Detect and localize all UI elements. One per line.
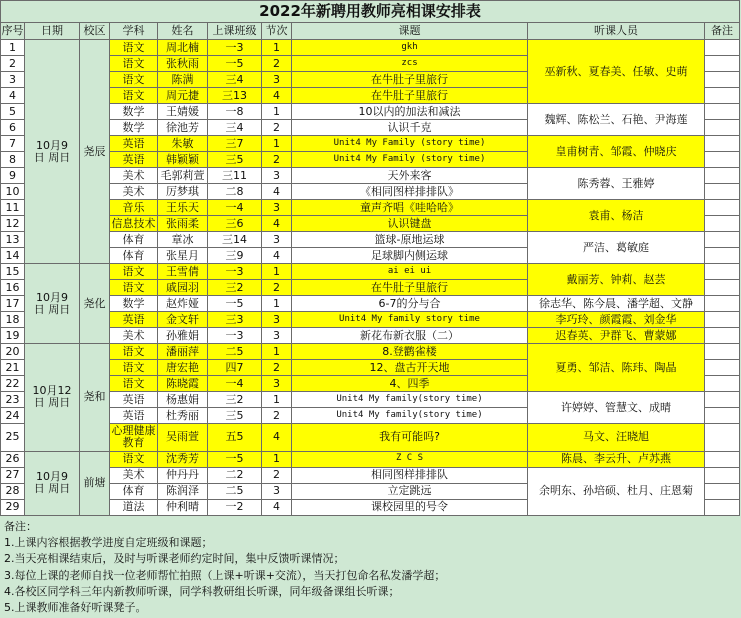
teacher-name-cell: 徐池芳 (158, 120, 208, 136)
subject-cell: 语文 (110, 344, 158, 360)
topic-cell: Unit4 My Family (story time) (292, 136, 528, 152)
remarks-cell (705, 56, 740, 72)
header-row (1, 23, 740, 40)
remarks-cell (705, 248, 740, 264)
subject-cell: 语文 (110, 376, 158, 392)
remarks-cell (705, 296, 740, 312)
subject-cell: 道法 (110, 499, 158, 515)
remarks-cell (705, 344, 740, 360)
row-number-cell: 16 (1, 280, 25, 296)
column-header-campus: 校区 (80, 23, 110, 40)
listeners-cell: 余明东、孙培硕、杜月、庄恩菊 (528, 467, 705, 515)
table-row (1, 296, 740, 312)
note-item: 1.上课内容根据教学进度自定班级和课题； (4, 536, 213, 550)
table-row (1, 168, 740, 184)
remarks-cell (705, 328, 740, 344)
note-item: 4.各校区同学科三年内新教师听课，同学科教研组长听课，同年级备课组长听课； (4, 584, 400, 598)
listeners-cell: 李巧玲、颜霞霞、刘金华 (528, 312, 705, 328)
listeners-cell: 巫新秋、夏春美、任敏、史萌 (528, 40, 705, 104)
remarks-cell (705, 451, 740, 467)
period-cell: 1 (262, 451, 292, 467)
subject-cell: 数学 (110, 296, 158, 312)
class-cell: 三5 (208, 408, 262, 424)
class-cell: 五5 (208, 424, 262, 452)
topic-cell: 在牛肚子里旅行 (292, 280, 528, 296)
title-row (1, 1, 740, 23)
subject-cell: 语文 (110, 40, 158, 56)
class-cell: 一3 (208, 264, 262, 280)
topic-cell: 足球脚内侧运球 (292, 248, 528, 264)
class-cell: 二5 (208, 344, 262, 360)
table-row (1, 328, 740, 344)
remarks-cell (705, 264, 740, 280)
row-number-cell: 27 (1, 467, 25, 483)
subject-cell: 数学 (110, 120, 158, 136)
subject-cell: 信息技术 (110, 216, 158, 232)
row-number-cell: 7 (1, 136, 25, 152)
remarks-cell (705, 376, 740, 392)
listeners-cell: 皇甫树青、邹霞、仲晓庆 (528, 136, 705, 168)
class-cell: 四7 (208, 360, 262, 376)
topic-cell: 6-7的分与合 (292, 296, 528, 312)
class-cell: 一5 (208, 56, 262, 72)
period-cell: 3 (262, 328, 292, 344)
subject-cell: 心理健康教育 (111, 424, 156, 450)
period-cell: 4 (262, 248, 292, 264)
class-cell: 一5 (208, 451, 262, 467)
row-number-cell: 14 (1, 248, 25, 264)
remarks-cell (705, 88, 740, 104)
remarks-cell (705, 408, 740, 424)
column-header-subject: 学科 (110, 23, 158, 40)
class-cell: 一5 (208, 296, 262, 312)
row-number-cell: 17 (1, 296, 25, 312)
row-number-cell: 3 (1, 72, 25, 88)
remarks-cell (705, 216, 740, 232)
teacher-name-cell: 唐宏艳 (158, 360, 208, 376)
period-cell: 2 (262, 56, 292, 72)
subject-cell: 语文 (110, 451, 158, 467)
teacher-name-cell: 章冰 (158, 232, 208, 248)
period-cell: 1 (262, 40, 292, 56)
period-cell: 1 (262, 136, 292, 152)
teacher-name-cell: 仲丹丹 (158, 467, 208, 483)
page-title: 2022年新聘用教师亮相课安排表 (1, 1, 740, 23)
remarks-cell (705, 152, 740, 168)
notes-heading: 备注： (4, 520, 37, 533)
period-cell: 2 (262, 280, 292, 296)
date-cell: 10月12日 周日 (25, 344, 80, 452)
topic-cell: zcs (292, 56, 528, 72)
teacher-name-cell: 王乐天 (158, 200, 208, 216)
class-cell: 三5 (208, 152, 262, 168)
class-cell: 三4 (208, 120, 262, 136)
subject-cell: 语文 (110, 360, 158, 376)
note-item: 5.上课教师准备好听课凳子。 (4, 601, 147, 615)
subject-cell: 语文 (110, 264, 158, 280)
topic-cell: Z C S (292, 451, 528, 467)
note-item: 3.每位上课的老师自找一位老师帮忙拍照（上课+听课+交流），当天打包命名私发潘学超； (4, 568, 446, 582)
column-header-name: 姓名 (158, 23, 208, 40)
topic-cell: 12、盘古开天地 (292, 360, 528, 376)
row-number-cell: 26 (1, 451, 25, 467)
subject-cell: 美术 (110, 328, 158, 344)
subject-cell: 数学 (110, 104, 158, 120)
campus-cell: 前塘 (80, 451, 110, 515)
listeners-cell: 徐志华、陈今晨、潘学超、文静 (528, 296, 705, 312)
subject-cell: 语文 (110, 56, 158, 72)
topic-cell: ai ei ui (292, 264, 528, 280)
remarks-cell (705, 499, 740, 515)
period-cell: 3 (262, 72, 292, 88)
teacher-name-cell: 王婧媛 (158, 104, 208, 120)
subject-cell: 英语 (110, 152, 158, 168)
period-cell: 4 (262, 184, 292, 200)
teacher-name-cell: 陈晓霞 (158, 376, 208, 392)
column-header-remarks: 备注 (705, 23, 740, 40)
date-cell: 10月9日 周日 (25, 40, 80, 264)
listeners-cell: 陈晨、李云升、卢苏燕 (528, 451, 705, 467)
row-number-cell: 4 (1, 88, 25, 104)
topic-cell: 课校园里的号令 (292, 499, 528, 515)
row-number-cell: 21 (1, 360, 25, 376)
remarks-cell (705, 483, 740, 499)
class-cell: 二5 (208, 483, 262, 499)
period-cell: 1 (262, 392, 292, 408)
period-cell: 2 (262, 360, 292, 376)
row-number-cell: 11 (1, 200, 25, 216)
row-number-cell: 25 (1, 424, 25, 452)
period-cell: 2 (262, 120, 292, 136)
teacher-name-cell: 王雪倩 (158, 264, 208, 280)
class-cell: 一2 (208, 499, 262, 515)
teacher-name-cell: 戚园羽 (158, 280, 208, 296)
period-cell: 2 (262, 152, 292, 168)
remarks-cell (705, 200, 740, 216)
listeners-cell: 魏辉、陈松兰、石艳、尹海莲 (528, 104, 705, 136)
subject-cell: 英语 (110, 312, 158, 328)
remarks-cell (705, 392, 740, 408)
period-cell: 1 (262, 344, 292, 360)
topic-cell: Unit4 My family(story time) (292, 408, 528, 424)
row-number-cell: 29 (1, 499, 25, 515)
topic-cell: Unit4 My family(story time) (292, 392, 528, 408)
period-cell: 3 (262, 312, 292, 328)
topic-cell: Unit4 My family story time (292, 312, 528, 328)
campus-cell: 尧化 (80, 264, 110, 344)
remarks-cell (705, 72, 740, 88)
teacher-name-cell: 张秋雨 (158, 56, 208, 72)
table-row (1, 200, 740, 216)
class-cell: 三11 (208, 168, 262, 184)
subject-cell: 美术 (110, 168, 158, 184)
period-cell: 2 (262, 467, 292, 483)
remarks-cell (705, 40, 740, 56)
column-header-class: 上课班级 (208, 23, 262, 40)
period-cell: 4 (262, 88, 292, 104)
class-cell: 三6 (208, 216, 262, 232)
subject-cell: 音乐 (110, 200, 158, 216)
teacher-name-cell: 仲利晴 (158, 499, 208, 515)
subject-cell: 语文 (110, 88, 158, 104)
class-cell: 一3 (208, 328, 262, 344)
table-row (1, 264, 740, 280)
remarks-cell (705, 232, 740, 248)
period-cell: 1 (262, 104, 292, 120)
topic-cell: 天外来客 (292, 168, 528, 184)
teacher-name-cell: 杜秀丽 (158, 408, 208, 424)
period-cell: 3 (262, 376, 292, 392)
period-cell: 1 (262, 264, 292, 280)
listeners-cell: 戴丽芳、钟莉、赵芸 (528, 264, 705, 296)
topic-cell: 我有可能吗? (292, 424, 528, 452)
subject-cell: 英语 (110, 408, 158, 424)
class-cell: 三7 (208, 136, 262, 152)
row-number-cell: 1 (1, 40, 25, 56)
topic-cell: 10以内的加法和减法 (292, 104, 528, 120)
period-cell: 1 (262, 296, 292, 312)
row-number-cell: 23 (1, 392, 25, 408)
subject-cell: 语文 (110, 280, 158, 296)
table-row (1, 136, 740, 152)
column-header-no: 序号 (1, 23, 25, 40)
note-item: 2.当天亮相课结束后，及时与听课老师约定时间，集中反馈听课情况； (4, 552, 345, 566)
period-cell: 4 (262, 499, 292, 515)
topic-cell: 在牛肚子里旅行 (292, 72, 528, 88)
table-row (1, 451, 740, 467)
teacher-name-cell: 张雨柔 (158, 216, 208, 232)
table-row (1, 344, 740, 360)
notes-section (4, 519, 739, 616)
remarks-cell (705, 360, 740, 376)
remarks-cell (705, 424, 740, 452)
listeners-cell: 马文、汪晓旭 (528, 424, 705, 452)
remarks-cell (705, 312, 740, 328)
row-number-cell: 22 (1, 376, 25, 392)
teacher-name-cell: 厉梦琪 (158, 184, 208, 200)
class-cell: 一4 (208, 200, 262, 216)
listeners-cell: 袁甫、杨洁 (528, 200, 705, 232)
listeners-cell: 陈秀蓉、王雅婷 (528, 168, 705, 200)
period-cell: 3 (262, 483, 292, 499)
topic-cell: 《相同图样排排队》 (292, 184, 528, 200)
topic-cell: 认识键盘 (292, 216, 528, 232)
teacher-name-cell: 张星月 (158, 248, 208, 264)
remarks-cell (705, 184, 740, 200)
date-cell: 10月9日 周日 (25, 451, 80, 515)
teacher-name-cell: 沈秀芳 (158, 451, 208, 467)
period-cell: 4 (262, 216, 292, 232)
teacher-name-cell: 朱敏 (158, 136, 208, 152)
teacher-name-cell: 周元捷 (158, 88, 208, 104)
table-row (1, 40, 740, 56)
topic-cell: 认识千克 (292, 120, 528, 136)
listeners-cell: 夏勇、邹洁、陈玮、陶晶 (528, 344, 705, 392)
row-number-cell: 6 (1, 120, 25, 136)
row-number-cell: 18 (1, 312, 25, 328)
table-row (1, 232, 740, 248)
teacher-name-cell: 金文轩 (158, 312, 208, 328)
column-header-listeners: 听课人员 (528, 23, 705, 40)
subject-cell: 英语 (110, 136, 158, 152)
row-number-cell: 8 (1, 152, 25, 168)
subject-cell: 体育 (110, 483, 158, 499)
teacher-name-cell: 杨惠娟 (158, 392, 208, 408)
remarks-cell (705, 467, 740, 483)
class-cell: 三14 (208, 232, 262, 248)
topic-cell: gkh (292, 40, 528, 56)
subject-cell: 美术 (110, 184, 158, 200)
teacher-name-cell: 陈满 (158, 72, 208, 88)
topic-cell: 8.登鹳雀楼 (292, 344, 528, 360)
listeners-cell: 迟春英、尹群飞、曹蒙娜 (528, 328, 705, 344)
subject-cell: 语文 (110, 72, 158, 88)
period-cell: 3 (262, 168, 292, 184)
listeners-cell: 严洁、葛敏庭 (528, 232, 705, 264)
column-header-topic: 课题 (292, 23, 528, 40)
row-number-cell: 19 (1, 328, 25, 344)
topic-cell: 在牛肚子里旅行 (292, 88, 528, 104)
row-number-cell: 12 (1, 216, 25, 232)
table-row (1, 424, 740, 452)
row-number-cell: 2 (1, 56, 25, 72)
remarks-cell (705, 280, 740, 296)
campus-cell: 尧和 (80, 344, 110, 452)
row-number-cell: 24 (1, 408, 25, 424)
teacher-name-cell: 毛郭莉萱 (158, 168, 208, 184)
class-cell: 一4 (208, 376, 262, 392)
subject-cell: 体育 (110, 248, 158, 264)
teacher-name-cell: 赵炸娅 (158, 296, 208, 312)
class-cell: 三2 (208, 280, 262, 296)
row-number-cell: 5 (1, 104, 25, 120)
teacher-name-cell: 周北楠 (158, 40, 208, 56)
table-row (1, 392, 740, 408)
column-header-date: 日期 (25, 23, 80, 40)
period-cell: 4 (262, 424, 292, 452)
teacher-name-cell: 陈润泽 (158, 483, 208, 499)
class-cell: 二8 (208, 184, 262, 200)
column-header-period: 节次 (262, 23, 292, 40)
remarks-cell (705, 168, 740, 184)
remarks-cell (705, 104, 740, 120)
remarks-cell (705, 120, 740, 136)
row-number-cell: 13 (1, 232, 25, 248)
date-cell: 10月9日 周日 (25, 264, 80, 344)
period-cell: 2 (262, 408, 292, 424)
campus-cell: 尧辰 (80, 40, 110, 264)
class-cell: 三9 (208, 248, 262, 264)
table-row (1, 467, 740, 483)
row-number-cell: 20 (1, 344, 25, 360)
teacher-name-cell: 吴雨萱 (158, 424, 208, 452)
row-number-cell: 10 (1, 184, 25, 200)
topic-cell: Unit4 My Family (story time) (292, 152, 528, 168)
remarks-cell (705, 136, 740, 152)
topic-cell: 相同图样排排队 (292, 467, 528, 483)
topic-cell: 童声齐唱《哇哈哈》 (292, 200, 528, 216)
topic-cell: 篮球-原地运球 (292, 232, 528, 248)
class-cell: 一3 (208, 40, 262, 56)
topic-cell: 立定跳远 (292, 483, 528, 499)
teacher-name-cell: 孙雅娟 (158, 328, 208, 344)
period-cell: 3 (262, 232, 292, 248)
row-number-cell: 9 (1, 168, 25, 184)
teacher-name-cell: 韩颖颖 (158, 152, 208, 168)
row-number-cell: 28 (1, 483, 25, 499)
subject-cell: 美术 (110, 467, 158, 483)
topic-cell: 新花布新衣服（二） (292, 328, 528, 344)
table-row (1, 312, 740, 328)
class-cell: 三2 (208, 392, 262, 408)
subject-cell: 英语 (110, 392, 158, 408)
topic-cell: 4、四季 (292, 376, 528, 392)
subject-cell: 体育 (110, 232, 158, 248)
class-cell: 二2 (208, 467, 262, 483)
period-cell: 3 (262, 200, 292, 216)
class-cell: 三3 (208, 312, 262, 328)
row-number-cell: 15 (1, 264, 25, 280)
class-cell: 三4 (208, 72, 262, 88)
table-row (1, 104, 740, 120)
class-cell: 三13 (208, 88, 262, 104)
class-cell: 一8 (208, 104, 262, 120)
teacher-name-cell: 潘丽萍 (158, 344, 208, 360)
listeners-cell: 许婷婷、管慧文、成晴 (528, 392, 705, 424)
